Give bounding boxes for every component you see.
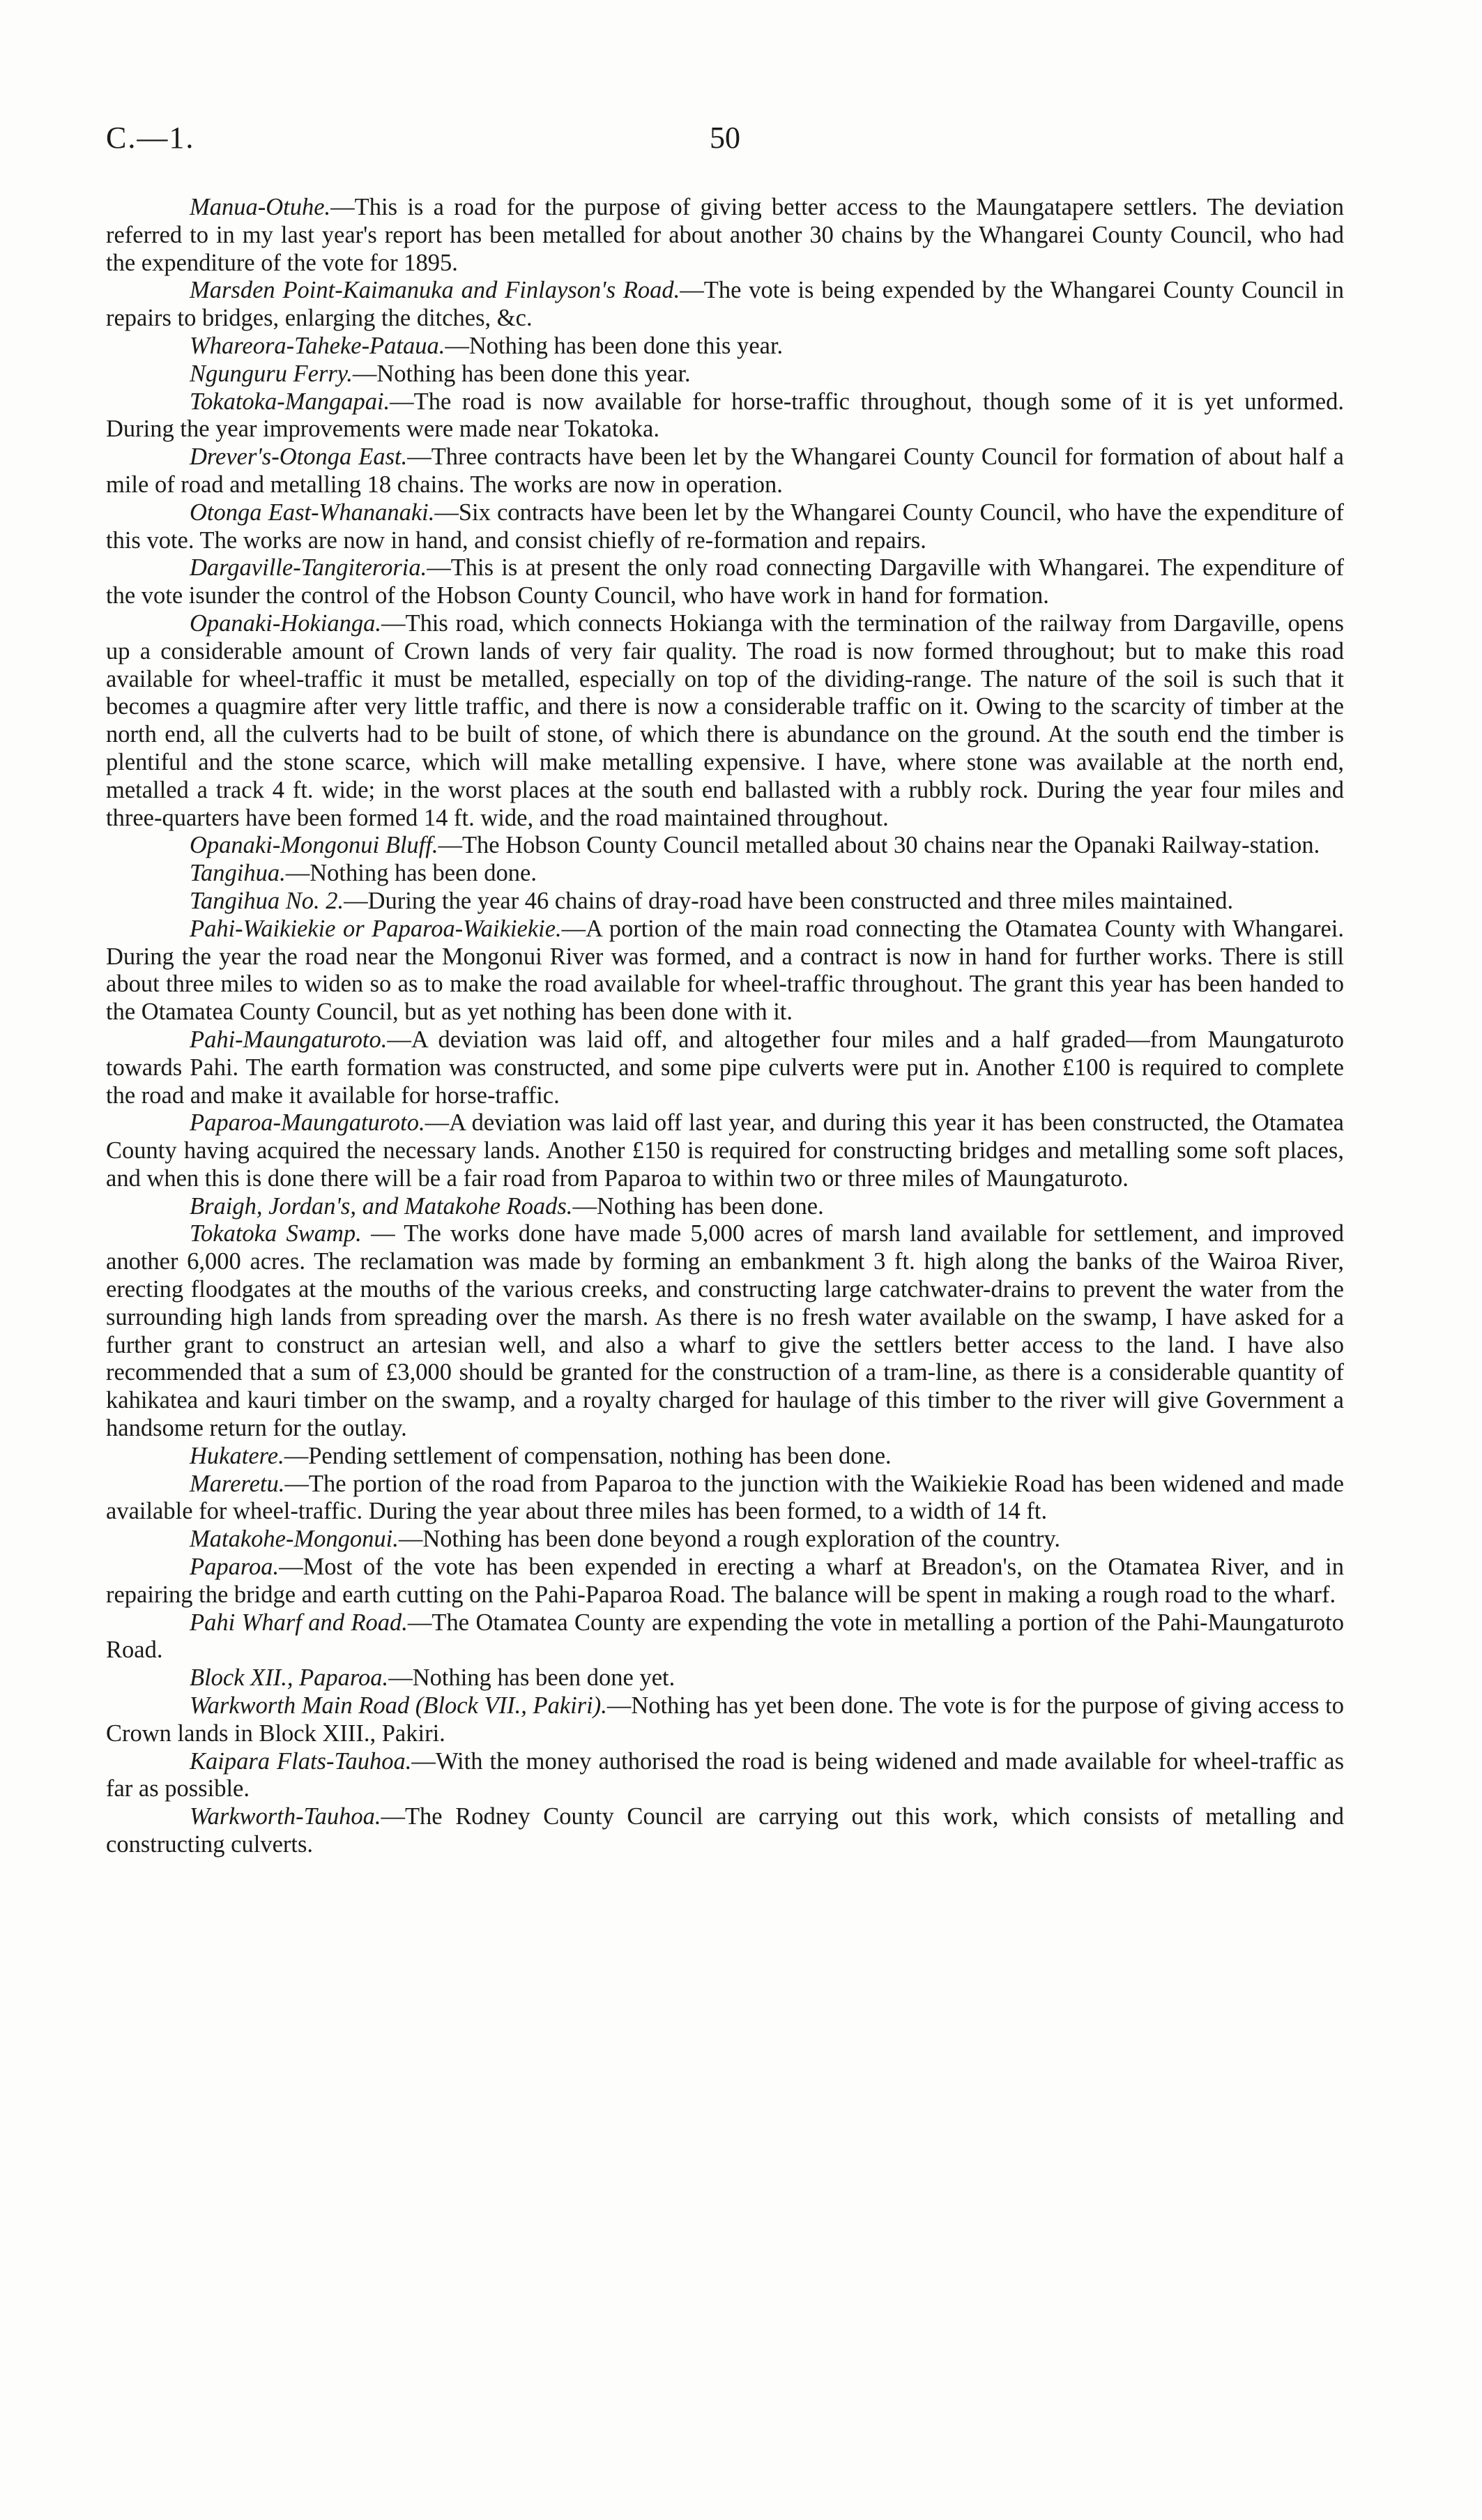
road-description: —Most of the vote has been expended in erecting a wharf at Breadon's, on the Otamatea River, and in repairing the bridge and earth cutting on the Pahi-Paparoa Road. The balance will be spent in making a rough road to the wharf. <box>106 1554 1344 1608</box>
road-description: —A portion of the main road connecting the Otamatea County with Whangarei. During the year the road near the Mongonui River was formed, and a contract is now in hand for further works. There is still about three miles to widen so as to make the road available for wheel-traffic throughout. The grant this year has been handed to the Otamatea County Council, but as yet nothing has been done with it. <box>106 915 1344 1026</box>
road-name: Tokatoka-Mangapai. <box>190 388 390 415</box>
road-name: Warkworth Main Road (Block VII., Pakiri). <box>190 1692 607 1720</box>
road-name: Braigh, Jordan's, and Matakohe Roads. <box>190 1192 573 1220</box>
road-entry <box>106 1554 1344 1609</box>
road-description: —Nothing has been done this year. <box>352 360 691 387</box>
road-description: —A deviation was laid off last year, and during this year it has been constructed, the Otamatea County having acquired the necessary lands. Another £150 is required for constructing bridges and metalling some soft places, and when this is done there will be a fair road from Paparoa to within two or three miles of Maungaturoto. <box>106 1109 1344 1192</box>
road-name: Pahi-Maungaturoto. <box>190 1026 388 1053</box>
road-name: Whareora-Taheke-Pataua. <box>190 332 445 359</box>
road-description: — The works done have made 5,000 acres of marsh land available for settlement, and improved another 6,000 acres. The reclamation was made by forming an embankment 3 ft. high along the banks of the Wairoa River, erecting floodgates at the mouths of the various creeks, and constructing large catchwater-drains to prevent the water from the surrounding high lands from spreading over the marsh. As there is no fresh water available on the swamp, I have asked for a further grant to construct an artesian well, and also a wharf to give the settlers better access to the land. I have also recommended that a sum of £3,000 should be granted for the construction of a tram-line, as there is a considerable quantity of kahikatea and kauri timber on the swamp, and a royalty charged for haulage of this timber to the river will give Government a handsome return for the outlay. <box>106 1220 1344 1442</box>
road-description: —The Otamatea County are expending the vote in metalling a portion of the Pahi-Maungaturoto Road. <box>106 1609 1344 1664</box>
road-description: —During the year 46 chains of dray-road have been constructed and three miles maintained. <box>344 887 1234 914</box>
series-reference: C.—1. <box>106 121 195 155</box>
road-name: Marsden Point-Kaimanuka and Finlayson's Road. <box>190 277 680 304</box>
road-description: —Nothing has been done beyond a rough exploration of the country. <box>398 1526 1061 1553</box>
road-name: Paparoa. <box>190 1554 280 1581</box>
road-name: Otonga East-Whananaki. <box>190 499 435 526</box>
road-entry <box>106 1692 1344 1748</box>
road-entry <box>106 194 1344 277</box>
road-entry <box>106 1609 1344 1665</box>
road-name: Tangihua. <box>190 860 286 887</box>
road-entry <box>106 554 1344 610</box>
road-name: Drever's-Otonga East. <box>190 443 408 471</box>
road-entry <box>106 1664 1344 1692</box>
road-name: Opanaki-Hokianga. <box>190 609 381 637</box>
report-body <box>106 194 1344 1859</box>
road-description: —Pending settlement of compensation, nothing has been done. <box>284 1442 892 1469</box>
road-description: —This is at present the only road connecting Dargaville with Whangarei. The expenditure of the vote isunder the control of the Hobson County Council, who have work in hand for formation. <box>106 554 1344 609</box>
road-entry <box>106 1748 1344 1804</box>
page-header <box>106 120 1344 162</box>
road-name: Warkworth-Tauhoa. <box>190 1803 381 1830</box>
road-entry <box>106 1220 1344 1442</box>
road-entry <box>106 1443 1344 1471</box>
road-description: —The road is now available for horse-traffic throughout, though some of it is yet unformed. During the year improvements were made near Tokatoka. <box>106 388 1344 443</box>
road-name: Tokatoka Swamp. <box>190 1220 362 1247</box>
road-entry <box>106 610 1344 832</box>
road-entry <box>106 1193 1344 1221</box>
road-name: Tangihua No. 2. <box>190 887 344 914</box>
road-description: —A deviation was laid off, and altogether four miles and a half graded—from Maungaturoto towards Pahi. The earth formation was constructed, and some pipe culverts were put in. Another £100 is required to complete the road and make it available for horse-traffic. <box>106 1026 1344 1109</box>
road-description: —The Rodney County Council are carrying out this work, which consists of metalling and constructing culverts. <box>106 1803 1344 1858</box>
road-name: Kaipara Flats-Tauhoa. <box>190 1747 412 1775</box>
road-name: Opanaki-Mongonui Bluff. <box>190 832 438 859</box>
road-entry <box>106 360 1344 388</box>
road-entry <box>106 1026 1344 1109</box>
road-description: —This road, which connects Hokianga with the termination of the railway from Dargaville, opens up a considerable amount of Crown lands of very fair quality. The road is now formed throughout; but to make this road available for wheel-traffic it must be metalled, especially on top of the dividing-range. The nature of the soil is such that it becomes a quagmire after very little traffic, and there is now a considerable traffic on it. Owing to the scarcity of timber at the north end, all the culverts had to be built of stone, of which there is abundance on the ground. At the south end the timber is plentiful and the stone scarce, which will make metalling expensive. I have, where stone was available at the north end, metalled a track 4 ft. wide; in the worst places at the south end ballasted with a rubbly rock. During the year four miles and three-quarters have been formed 14 ft. wide, and the road maintained throughout. <box>106 609 1344 831</box>
road-name: Pahi-Waikiekie or Paparoa-Waikiekie. <box>190 915 562 942</box>
road-entry <box>106 388 1344 444</box>
road-description: —The portion of the road from Paparoa to the junction with the Waikiekie Road has been widened and made available for wheel-traffic. During the year about three miles has been formed, to a width of 14 ft. <box>106 1470 1344 1525</box>
road-entry <box>106 277 1344 333</box>
road-name: Paparoa-Maungaturoto. <box>190 1109 425 1137</box>
road-entry <box>106 1526 1344 1554</box>
road-name: Pahi Wharf and Road. <box>190 1609 408 1636</box>
road-description: —Six contracts have been let by the Whangarei County Council, who have the expenditure of this vote. The works are now in hand, and consist chiefly of re-formation and repairs. <box>106 499 1344 554</box>
road-description: —Nothing has been done. <box>572 1192 824 1220</box>
road-entry <box>106 1109 1344 1192</box>
road-name: Block XII., Paparoa. <box>190 1664 389 1692</box>
road-name: Ngunguru Ferry. <box>190 360 353 387</box>
road-entry <box>106 832 1344 860</box>
road-name: Mareretu. <box>190 1470 285 1497</box>
road-description: —The Hobson County Council metalled about 30 chains near the Opanaki Railway-station. <box>438 832 1320 859</box>
road-entry <box>106 1803 1344 1859</box>
road-entry <box>106 888 1344 916</box>
road-description: —Nothing has been done yet. <box>388 1664 675 1692</box>
road-description: —This is a road for the purpose of giving better access to the Maungatapere settlers. The deviation referred to in my last year's report has been metalled for about another 30 chains by the Whangarei County Council, who had the expenditure of the vote for 1895. <box>106 194 1344 276</box>
road-description: —With the money authorised the road is being widened and made available for wheel-traffic as far as possible. <box>106 1747 1345 1802</box>
road-name: Manua-Otuhe. <box>190 194 331 220</box>
road-description: —Nothing has been done this year. <box>445 332 784 359</box>
road-name: Hukatere. <box>190 1442 284 1469</box>
road-description: —Nothing has been done. <box>285 860 537 887</box>
road-description: —Nothing has yet been done. The vote is for the purpose of giving access to Crown lands in Block XIII., Pakiri. <box>106 1692 1344 1747</box>
road-entry <box>106 860 1344 888</box>
road-entry <box>106 333 1344 360</box>
road-entry <box>106 443 1344 499</box>
road-name: Matakohe-Mongonui. <box>190 1526 399 1553</box>
road-description: —Three contracts have been let by the Whangarei County Council for formation of about half a mile of road and metalling 18 chains. The works are now in operation. <box>106 443 1344 498</box>
road-entry <box>106 499 1344 555</box>
road-entry <box>106 916 1344 1026</box>
page-number: 50 <box>710 121 740 155</box>
road-description: —The vote is being expended by the Whangarei County Council in repairs to bridges, enlarging the ditches, &c. <box>106 277 1344 332</box>
road-entry <box>106 1471 1344 1526</box>
road-name: Dargaville-Tangiteroria. <box>190 554 427 582</box>
